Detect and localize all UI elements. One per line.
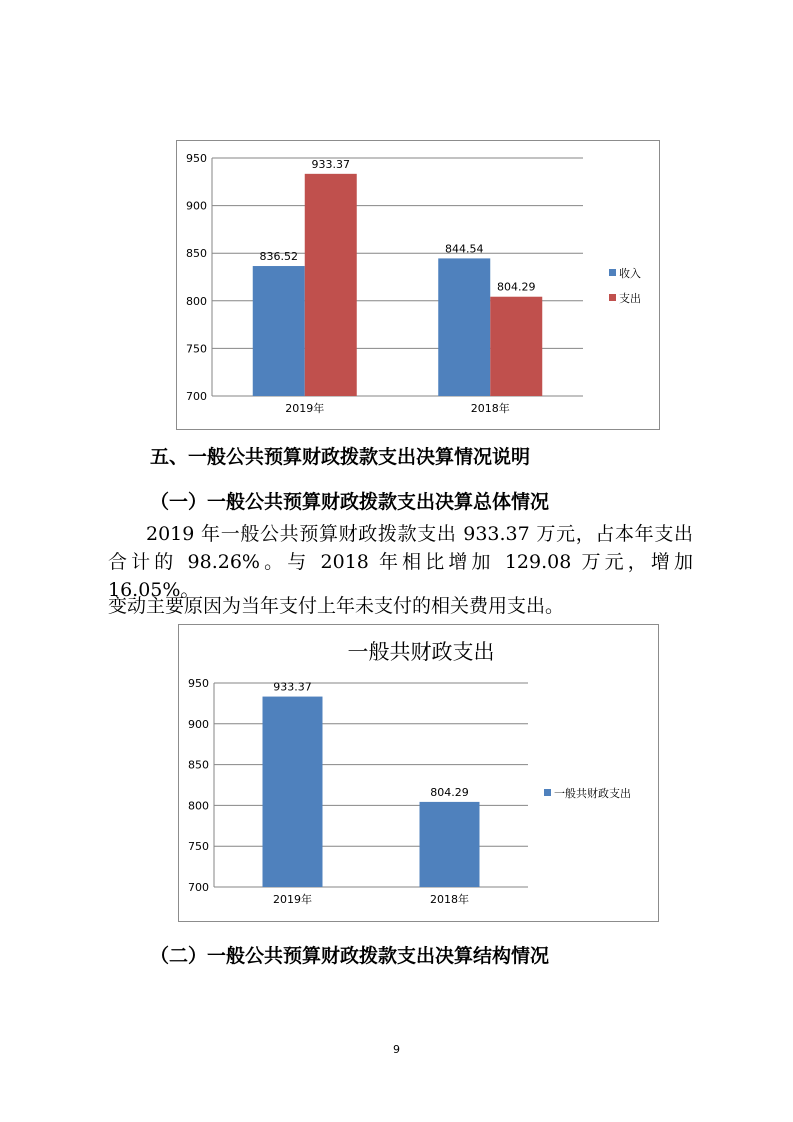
legend-label: 支出 [619, 292, 641, 305]
y-tick-label: 800 [186, 294, 207, 308]
y-tick-label: 900 [188, 717, 209, 731]
y-tick-label: 700 [188, 881, 209, 894]
y-tick-label: 950 [188, 677, 209, 690]
x-tick-label: 2019年 [285, 402, 325, 415]
y-tick-label: 750 [188, 840, 209, 854]
data-label: 933.37 [311, 157, 350, 171]
bar [490, 297, 542, 396]
section5-heading: 五、一般公共预算财政拨款支出决算情况说明 [150, 446, 531, 468]
x-tick-label: 2018年 [430, 893, 469, 906]
y-tick-label: 700 [186, 390, 207, 403]
legend-label: 收入 [619, 267, 641, 280]
page-number: 9 [393, 1043, 400, 1056]
legend-swatch [544, 789, 551, 796]
data-label: 804.29 [497, 280, 536, 294]
chart-income-expenditure-svg [177, 141, 659, 429]
sub1-heading: （一）一般公共预算财政拨款支出决算总体情况 [150, 491, 550, 513]
bar [263, 697, 323, 887]
chart-title: 一般共财政支出 [347, 640, 495, 664]
bar [305, 174, 357, 396]
data-label: 836.52 [259, 250, 298, 264]
y-tick-label: 750 [186, 342, 207, 356]
x-tick-label: 2019年 [273, 893, 312, 906]
data-label: 933.37 [273, 680, 312, 694]
y-tick-label: 950 [186, 152, 207, 165]
y-tick-label: 850 [188, 758, 209, 772]
data-label: 844.54 [445, 242, 484, 256]
chart-general-expenditure-svg [179, 625, 658, 921]
legend-swatch [609, 294, 616, 301]
x-tick-label: 2018年 [470, 402, 510, 415]
y-tick-label: 850 [186, 247, 207, 261]
bar [253, 266, 305, 396]
legend-label: 一般共财政支出 [554, 787, 631, 800]
data-label: 804.29 [430, 785, 469, 799]
bar [420, 802, 480, 887]
bar [438, 258, 490, 396]
sub1-paragraph: 2019 年一般公共预算财政拨款支出 933.37 万元，占本年支出合计的 98.26%。与 2018 年相比增加 129.08 万元，增加 16.05%。 [108, 523, 693, 601]
sub1-paragraph-line3: 变动主要原因为当年支付上年未支付的相关费用支出。 [108, 595, 565, 617]
legend-swatch [609, 269, 616, 276]
chart-income-expenditure [176, 140, 660, 430]
y-tick-label: 800 [188, 799, 209, 813]
sub2-heading: （二）一般公共预算财政拨款支出决算结构情况 [150, 945, 550, 967]
y-tick-label: 900 [186, 199, 207, 213]
chart-general-expenditure [178, 624, 659, 922]
